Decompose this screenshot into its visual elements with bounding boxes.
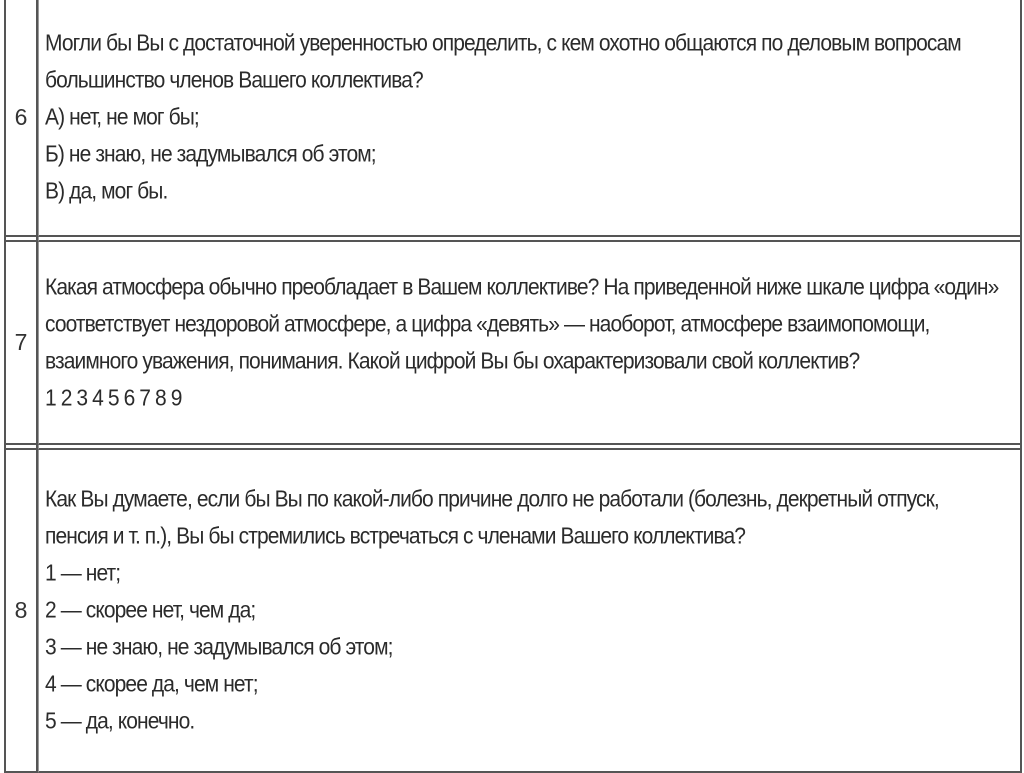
answer-option: 3 — не знаю, не задумывался об этом; <box>45 635 393 660</box>
survey-table <box>4 0 1022 773</box>
question-number: 6 <box>6 0 38 237</box>
question-text: взаимного уважения, понимания. Какой цифрой Вы бы охарактеризовали свой коллектив? <box>45 348 860 374</box>
question-number: 7 <box>6 242 38 445</box>
question-text: соответствует нездоровой атмосфере, а цифра «девять» — наоборот, атмосфере взаимопомощи, <box>45 311 930 337</box>
question-text: пенсия и т. п.), Вы бы стремились встречаться с членами Вашего коллектива? <box>45 524 746 549</box>
question-cell <box>38 0 1020 237</box>
question-text: Как Вы думаете, если бы Вы по какой-либо причине долго не работали (болезнь, декретный отпуск, <box>45 487 939 512</box>
question-text: Могли бы Вы с достаточной уверенностью определить, с кем охотно общаются по деловым вопросам <box>45 31 961 56</box>
table-row <box>6 0 1020 237</box>
question-text: Какая атмосфера обычно преобладает в Вашем коллективе? На приведенной ниже шкале цифра «один» <box>45 274 999 300</box>
question-number: 8 <box>6 450 38 773</box>
answer-option: А) нет, не мог бы; <box>45 105 199 130</box>
question-text: большинство членов Вашего коллектива? <box>45 68 423 93</box>
answer-option: 5 — да, конечно. <box>45 709 195 734</box>
question-cell <box>38 242 1020 445</box>
survey-page <box>4 0 1024 767</box>
answer-option: 4 — скорее да, чем нет; <box>45 672 258 697</box>
table-row <box>6 450 1020 773</box>
answer-option: В) да, мог бы. <box>45 179 168 204</box>
answer-option: Б) не знаю, не задумывался об этом; <box>45 142 376 167</box>
answer-option: 2 — скорее нет, чем да; <box>45 598 256 623</box>
answer-option: 1 — нет; <box>45 561 121 586</box>
table-row <box>6 242 1020 445</box>
rating-scale: 1 2 3 4 5 6 7 8 9 <box>45 385 182 411</box>
question-cell <box>38 450 1020 773</box>
